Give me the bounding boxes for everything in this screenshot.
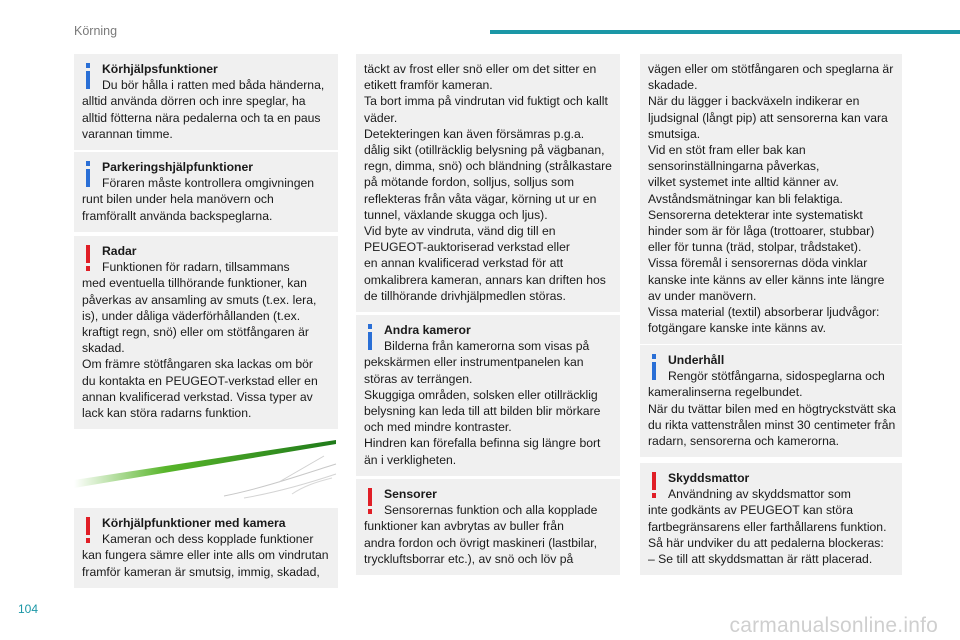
- warning-icon: [82, 245, 94, 273]
- box-text-line: skadade.: [648, 78, 698, 93]
- box-text-line: du rikta vattenstrålen minst 30 centimeter från: [648, 417, 896, 432]
- box-title: Sensorer: [384, 487, 437, 501]
- box-text-line: påverkas av ansamling av smuts (t.ex. lera,: [82, 292, 317, 307]
- box-text-line: kan fungera sämre eller inte alls om vindrutan: [82, 548, 329, 563]
- box-text-line: framförallt använda backspeglarna.: [82, 208, 273, 223]
- box-text-line: fotgängare kanske inte känns av.: [648, 321, 826, 336]
- watermark: carmanualsonline.info: [729, 614, 938, 637]
- box-text-line: täckt av frost eller snö eller om det sitter en: [364, 62, 597, 76]
- note-driving-assist: [74, 54, 338, 150]
- box-text-line: Föraren måste kontrollera omgivningen: [102, 176, 315, 191]
- box-text-line: – Se till att skyddsmattan är rätt placerad.: [648, 552, 873, 567]
- box-text-line: Vissa föremål i sensorernas döda vinklar: [648, 256, 868, 271]
- box-text-line: ljudsignal (långt pip) att sensorerna kan vara: [648, 110, 888, 125]
- box-text-line: Kameran och dess kopplade funktioner: [102, 532, 314, 547]
- warning-radar: [74, 236, 338, 429]
- box-title: Parkeringshjälpfunktioner: [102, 160, 254, 174]
- box-text-line: alltid fötterna nära pedalerna och ta en paus: [82, 110, 321, 125]
- header-accent-bar: [490, 30, 960, 34]
- box-text-line: Om främre stötfångaren ska lackas om bör: [82, 357, 313, 372]
- box-text-line: framför kameran är smutsig, immig, skadad,: [82, 564, 320, 579]
- box-text-line: Ta bort imma på vindrutan vid fuktigt och kallt: [364, 94, 608, 109]
- box-text-line: radarn, sensorerna och kamerorna.: [648, 434, 840, 449]
- info-icon: [82, 63, 94, 91]
- box-text-line: inte godkänts av PEUGEOT kan störa: [648, 503, 854, 518]
- box-text-line: reflekteras från våta vägar, körning ut ur en: [364, 191, 597, 206]
- warning-camera-assist: [74, 508, 338, 588]
- box-text-line: belysning kan leda till att bilden blir mörkare: [364, 404, 601, 419]
- box-text-line: Skuggiga områden, solsken eller otillräcklig: [364, 387, 598, 402]
- page-number: 104: [18, 602, 39, 616]
- box-text-line: smutsiga.: [648, 126, 701, 141]
- box-text-line: väder.: [364, 110, 398, 125]
- box-text-line: tryckluftsborrar etc.), av snö och löv på: [364, 551, 574, 566]
- box-text-line: runt bilen under hela manövern och: [82, 192, 274, 207]
- box-title: Underhåll: [668, 353, 725, 367]
- box-title: Skyddsmattor: [668, 471, 750, 485]
- box-text-line: Du bör hålla i ratten med båda händerna,: [102, 78, 325, 93]
- box-text-line: och med mindre kontraster.: [364, 420, 512, 435]
- box-text-line: skadad.: [82, 341, 125, 356]
- note-maintenance: [640, 345, 902, 457]
- box-text-line: tunnel, växlande skugga och ljus).: [364, 207, 548, 222]
- box-text-line: dålig sikt (otillräcklig belysning på vägbanan,: [364, 143, 605, 158]
- box-text-line: än i verkligheten.: [364, 452, 457, 467]
- header-title: Körning: [74, 24, 118, 38]
- box-title: Körhjälpfunktioner med kamera: [102, 516, 286, 530]
- box-text-line: omkalibrera kameran, annars kan driften hos: [364, 272, 606, 287]
- box-text-line: kraftigt regn, snö) eller om stötfångaren är: [82, 325, 309, 340]
- box-text-line: sensorinställningarna påverkas,: [648, 159, 820, 174]
- box-text-line: fartbegränsarens eller farthållarens funktion.: [648, 519, 887, 534]
- box-text-line: PEUGEOT-auktoriserad verkstad eller: [364, 240, 570, 255]
- box-text-line: Sensorerna detekterar inte systematiskt: [648, 207, 863, 222]
- box-text-line: en annan kvalificerad verkstad för att: [364, 256, 564, 271]
- warning-icon: [364, 488, 376, 516]
- box-text-line: du kontakta en PEUGEOT-verkstad eller en: [82, 373, 318, 388]
- box-text-line: kameralinserna regelbundet.: [648, 385, 803, 400]
- warning-sensors: [356, 479, 620, 575]
- box-text-line: hinder som är för låga (trottoarer, stubbar): [648, 224, 875, 239]
- box-text-line: andra fordon och övrigt maskineri (lastbilar,: [364, 535, 598, 550]
- text-camera-continued: [356, 54, 620, 312]
- box-text-line: Så här undviker du att pedalerna blockeras:: [648, 535, 884, 550]
- box-title: Radar: [102, 244, 137, 258]
- box-text-line: Funktionen för radarn, tillsammans: [102, 260, 290, 275]
- note-other-cameras: [356, 315, 620, 476]
- box-text-line: Avståndsmätningar kan bli felaktiga.: [648, 191, 843, 206]
- box-text-line: etikett framför kameran.: [364, 78, 493, 93]
- box-text-line: kanske inte känns av eller känns inte längre: [648, 272, 885, 287]
- box-text-line: Vissa material (textil) absorberar ljudvågor:: [648, 305, 880, 320]
- box-text-line: Detekteringen kan även försämras p.g.a.: [364, 126, 585, 141]
- box-text-line: När du lägger i backväxeln indikerar en: [648, 94, 860, 109]
- box-text-line: störas av terrängen.: [364, 371, 473, 386]
- box-text-line: vägen eller om stötfångaren och speglarna är: [648, 62, 894, 76]
- box-text-line: med eventuella tillhörande funktioner, kan: [82, 276, 307, 291]
- box-text-line: Vid en stöt fram eller bak kan: [648, 143, 806, 158]
- warning-floor-mats: [640, 463, 902, 575]
- box-text-line: varannan timme.: [82, 126, 173, 141]
- box-text-line: av under manövern.: [648, 288, 757, 303]
- box-text-line: annan kvalificerad verkstad. Vissa typer av: [82, 389, 313, 404]
- box-text-line: vilket systemet inte alltid känner av.: [648, 175, 839, 190]
- box-text-line: på mötande fordon, solljus, solljus som: [364, 175, 575, 190]
- box-text-line: Bilderna från kamerorna som visas på: [384, 339, 590, 354]
- box-text-line: Rengör stötfångarna, sidospeglarna och: [668, 369, 885, 384]
- info-icon: [82, 161, 94, 189]
- box-text-line: Hindren kan förefalla befinna sig längre bort: [364, 436, 601, 451]
- warning-icon: [648, 472, 660, 500]
- box-title: Andra kameror: [384, 323, 471, 337]
- box-text-line: När du tvättar bilen med en högtryckstvätt ska: [648, 401, 896, 416]
- box-text-line: Sensorernas funktion och alla kopplade: [384, 503, 598, 518]
- note-parking-assist: [74, 152, 338, 232]
- text-sensors-continued: [640, 54, 902, 344]
- box-title: Körhjälpsfunktioner: [102, 62, 218, 76]
- box-text-line: regn, dimma, snö) och bländning (strålkastare: [364, 159, 612, 174]
- box-text-line: is), under dåliga väderförhållanden (t.ex.: [82, 308, 301, 323]
- info-icon: [648, 354, 660, 382]
- info-icon: [364, 324, 376, 352]
- warning-icon: [82, 517, 94, 545]
- box-text-line: Användning av skyddsmattor som: [668, 487, 851, 502]
- box-text-line: de tillhörande drivhjälpmedlen störas.: [364, 288, 566, 303]
- box-text-line: alltid använda dörren och inre speglar, ha: [82, 94, 306, 109]
- box-text-line: funktioner kan avbrytas av buller från: [364, 519, 564, 534]
- box-text-line: eller för tunna (träd, stolpar, trådstaket).: [648, 240, 862, 255]
- box-text-line: pekskärmen eller instrumentpanelen kan: [364, 355, 584, 370]
- decorative-car-illustration: [74, 432, 338, 504]
- box-text-line: lack kan störa radarns funktion.: [82, 406, 252, 421]
- box-text-line: Vid byte av vindruta, vänd dig till en: [364, 224, 556, 239]
